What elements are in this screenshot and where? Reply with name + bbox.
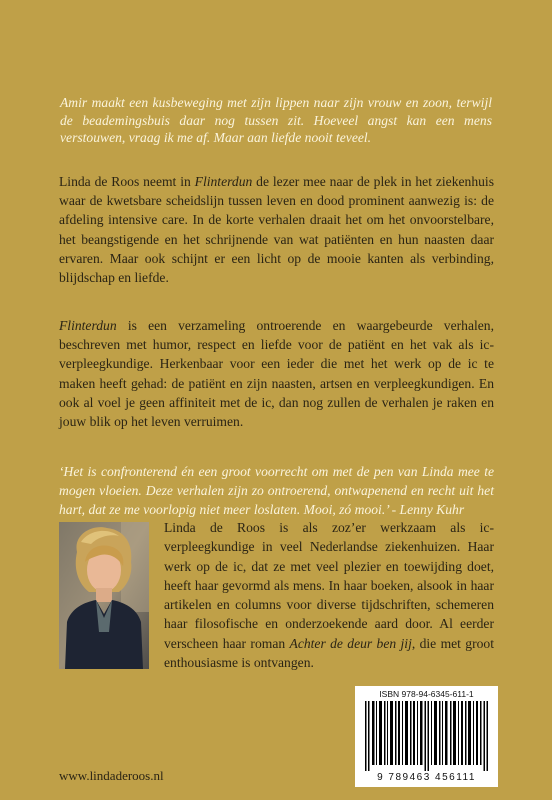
bio-body: Linda de Roos is als zoz’er werkzaam als ic-verpleegkundige in veel Nederlandse ziekenhuizen. Haar werk op de ic, dat ze met veel plezier en toewijding doet, heeft haar gevormd als mens. In haar boeken, alsook in haar artikelen en columns voor diverse tijdschriften, schemeren haar filosofische en onderzoekende aard door. Al eerder verscheen haar roman bbox=[164, 520, 494, 651]
previous-novel-title: Achter de deur ben jij bbox=[289, 635, 412, 651]
endorsement-quote: ‘Het is confronterend én een groot voorrecht om met de pen van Linda mee te mogen vloeien. Deze verhalen zijn zo ontroerend, ontwapenend en recht uit het hart, dat ze me voorlopig niet meer loslaten. Mooi, zó mooi.’ - Lenny Kuhr bbox=[59, 464, 494, 518]
opening-quote: Amir maakt een kusbeweging met zijn lippen naar zijn vrouw en zoon, terwijl de beademingsbuis daar nog tussen zit. Hoeveel angst kan een mens verstouwen, vraag ik me af. Maar aan liefde nooit teveel. bbox=[60, 95, 492, 146]
book-title: Flinterdun bbox=[59, 318, 117, 333]
paragraph1-body: de lezer mee naar de plek in het ziekenhuis waar de kwetsbare scheidslijn tussen leven en dood prominent aanwezig is: de afdeling intensive care. In de korte verhalen draait het om het onvoorstelbare, het beangstigende en het schrijnende van wat patiënten en hun naasten daar ervaren. Maar ook schijnt er een licht op de mooie kanten als verbinding, blijdschap en liefde. bbox=[59, 174, 494, 286]
isbn-label: ISBN 978-94-6345-611-1 bbox=[379, 689, 474, 699]
website-url: www.lindaderoos.nl bbox=[59, 768, 164, 783]
book-title: Flinterdun bbox=[194, 174, 253, 189]
barcode-digits: 9 789463 456111 bbox=[377, 772, 476, 783]
description-paragraph-2 bbox=[59, 316, 494, 431]
description-paragraph-1 bbox=[59, 172, 494, 287]
author-photo-illustration bbox=[59, 522, 149, 669]
author-photo bbox=[59, 522, 149, 669]
isbn-barcode bbox=[355, 686, 498, 787]
barcode-icon bbox=[365, 701, 488, 771]
author-bio bbox=[164, 518, 494, 672]
paragraph1-intro: Linda de Roos neemt in bbox=[59, 174, 195, 189]
bio-end: , die met groot enthousiasme is ontvangen. bbox=[164, 635, 494, 671]
paragraph2-body: is een verzameling ontroerende en waargebeurde verhalen, beschreven met humor, respect en liefde voor de patiënt en het vak als ic-verpleegkundige. Herkenbaar voor een ieder die met het werk op de ic te maken heeft gehad: de patiënt en zijn naasten, artsen en verpleegkundigen. En ook al voel je geen affiniteit met de ic, dan nog zullen de verhalen je raken en jouw blik op het leven verruimen. bbox=[59, 318, 494, 430]
